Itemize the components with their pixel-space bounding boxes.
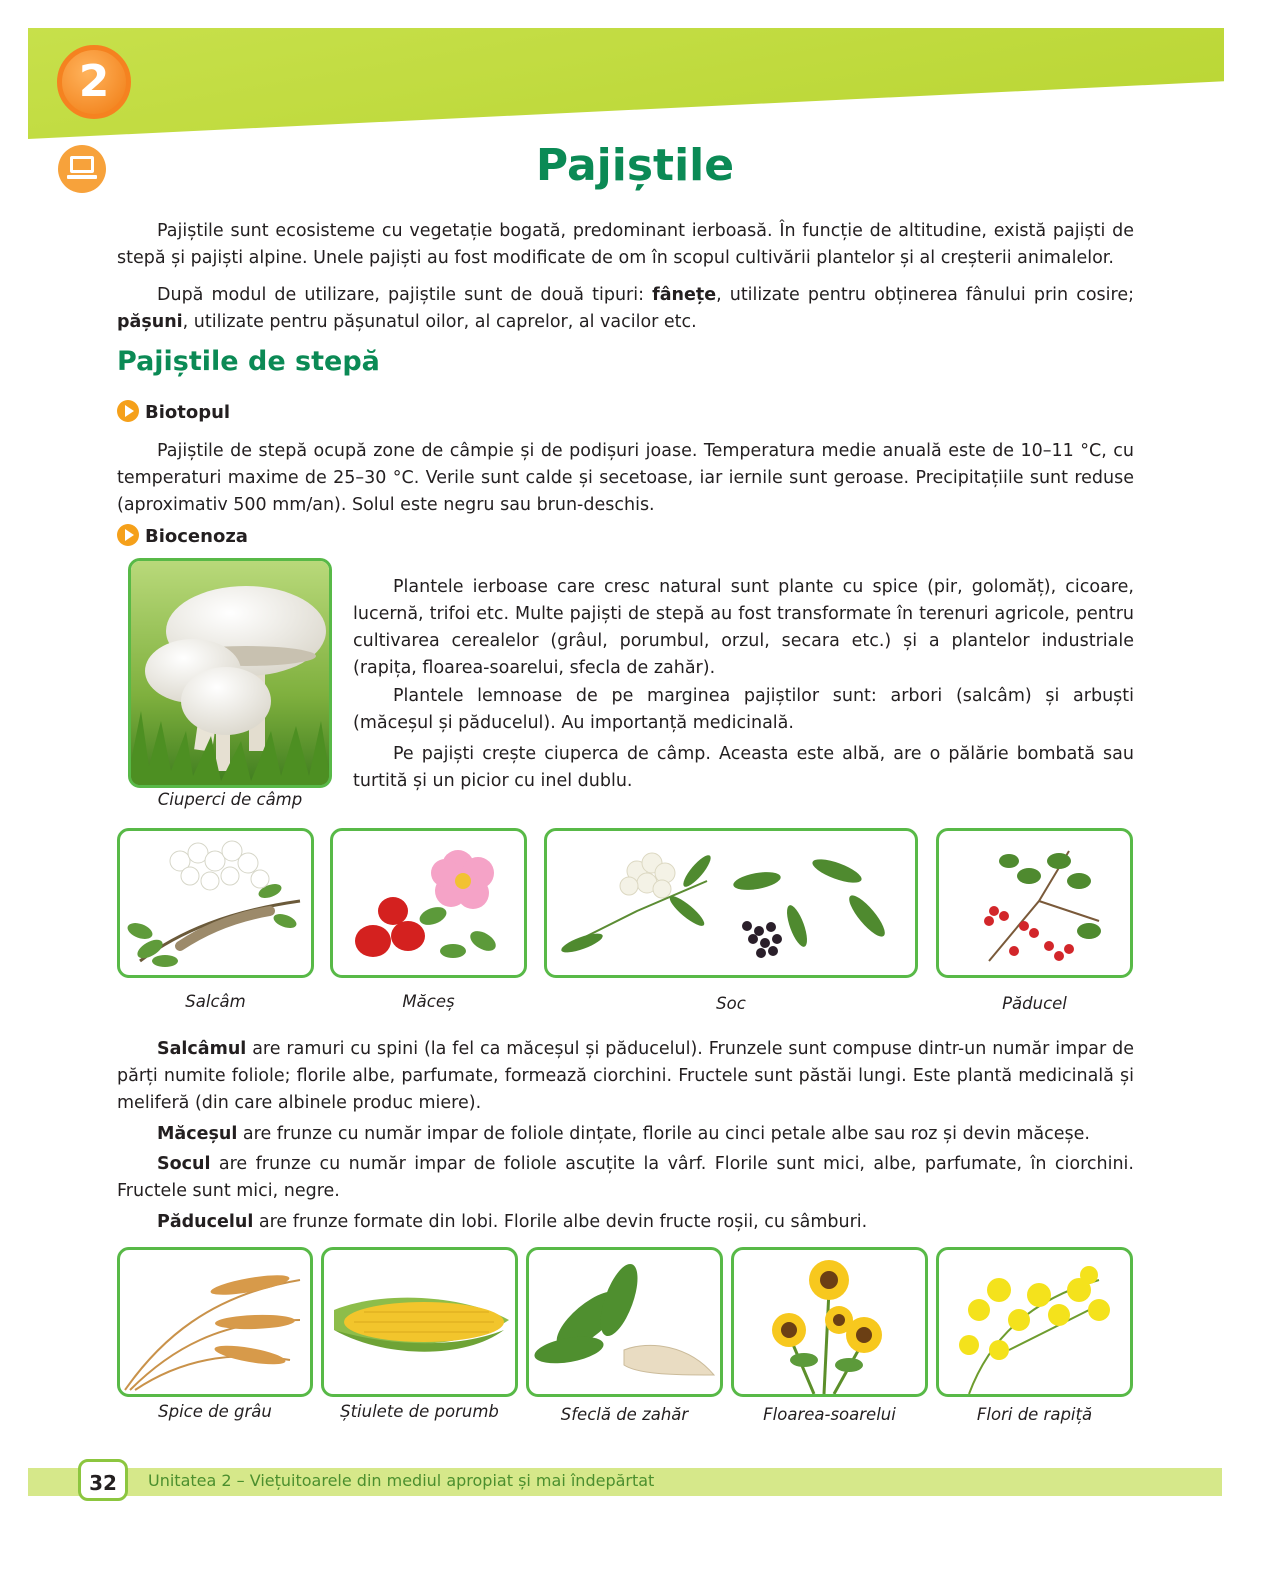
sugar-beet-image bbox=[526, 1247, 723, 1397]
soc-image bbox=[544, 828, 918, 978]
plant-caption: Măceș bbox=[402, 992, 455, 1011]
section-title: Pajiștile de stepă bbox=[117, 346, 380, 377]
biotop-heading: Biotopul bbox=[117, 400, 230, 423]
paducel-image bbox=[936, 828, 1133, 978]
biocenoza-paragraph-3: Pe pajiști crește ciuperca de câmp. Aceasta este albă, are o pălărie bombată sau turtită și un picior cu inel dublu. bbox=[353, 744, 1134, 791]
plant-caption: Păducel bbox=[1002, 994, 1067, 1013]
soc-description: Socul are frunze cu număr impar de foliole ascuțite la vârf. Florile sunt mici, albe, parfumate, în ciorchini. Fructele sunt mici, negre. bbox=[117, 1154, 1134, 1201]
plant-caption: Spice de grâu bbox=[158, 1402, 272, 1421]
maces-image bbox=[330, 828, 527, 978]
biocenoza-paragraph-1: Plantele ierboase care cresc natural sunt plante cu spice (pir, golomăț), cicoare, lucernă, trifoi etc. Multe pajiști de stepă au fost transformate în terenuri agricole, pentru cultivarea cerealelor (grâul, porumbul, orzul, secara etc.) și a plantelor industriale (rapița, floarea-soarelui, sfecla de zahăr). bbox=[353, 577, 1134, 678]
header-bar bbox=[28, 28, 1224, 139]
rapeseed-image bbox=[936, 1247, 1133, 1397]
wheat-image bbox=[117, 1247, 313, 1397]
intro-paragraph-2: După modul de utilizare, pajiștile sunt de două tipuri: fânețe, utilizate pentru obținerea fânului prin cosire; pășuni, utilizate pentru pășunatul oilor, al caprelor, al vacilor etc. bbox=[117, 285, 1135, 332]
plant-caption: Floarea-soarelui bbox=[763, 1405, 896, 1424]
maces-description: Măceșul are frunze cu număr impar de foliole dințate, florile au cinci petale albe sau roz și devin măceșe. bbox=[157, 1124, 1090, 1144]
plant-caption: Salcâm bbox=[185, 992, 246, 1011]
mushroom-caption: Ciuperci de câmp bbox=[157, 790, 303, 809]
sunflower-image bbox=[731, 1247, 928, 1397]
biotop-text: Pajiștile de stepă ocupă zone de câmpie și de podișuri joase. Temperatura medie anuală este de 10–11 °C, cu temperaturi maxime de 25–30 °C. Verile sunt calde și secetoase, iar iernile sunt geroase. Precipitațiile sunt reduse (aproximativ 500 mm/an). Solul este negru sau brun-deschis. bbox=[117, 441, 1134, 515]
plant-caption: Flori de rapiță bbox=[976, 1405, 1093, 1424]
page-title: Pajiștile bbox=[535, 140, 735, 191]
mushroom-image bbox=[128, 558, 332, 788]
plant-caption: Sfeclă de zahăr bbox=[560, 1405, 689, 1424]
play-arrow-icon bbox=[117, 400, 139, 422]
salcam-description: Salcâmul are ramuri cu spini (la fel ca măceșul și păducelul). Frunzele sunt compuse dintr-un număr impar de părți numite foliole; florile albe, parfumate, formează ciorchini. Fructele sunt păstăi lungi. Este plantă medicinală și meliferă (din care albinele produc miere). bbox=[117, 1039, 1134, 1113]
play-arrow-icon bbox=[117, 524, 139, 546]
page-number: 32 bbox=[78, 1459, 128, 1501]
footer-unit-title: Unitatea 2 – Viețuitoarele din mediul apropiat și mai îndepărtat bbox=[148, 1471, 655, 1490]
salcam-image bbox=[117, 828, 314, 978]
paducel-description: Păducelul are frunze formate din lobi. Florile albe devin fructe roșii, cu sâmburi. bbox=[157, 1212, 868, 1232]
plant-caption: Știulete de porumb bbox=[340, 1402, 499, 1421]
unit-number-badge: 2 bbox=[57, 45, 131, 119]
corn-image bbox=[321, 1247, 518, 1397]
biocenoza-paragraph-2: Plantele lemnoase de pe marginea pajiștilor sunt: arbori (salcâm) și arbuști (măceșul și păducelul). Au importanță medicinală. bbox=[353, 686, 1134, 733]
intro-paragraph-1: Pajiștile sunt ecosisteme cu vegetație bogată, predominant ierboasă. În funcție de altitudine, există pajiști de stepă și pajiști alpine. Unele pajiști au fost modificate de om în scopul cultivării plantelor și al creșterii animalelor. bbox=[117, 221, 1134, 268]
plant-caption: Soc bbox=[716, 994, 746, 1013]
biocenoza-heading: Biocenoza bbox=[117, 524, 248, 547]
